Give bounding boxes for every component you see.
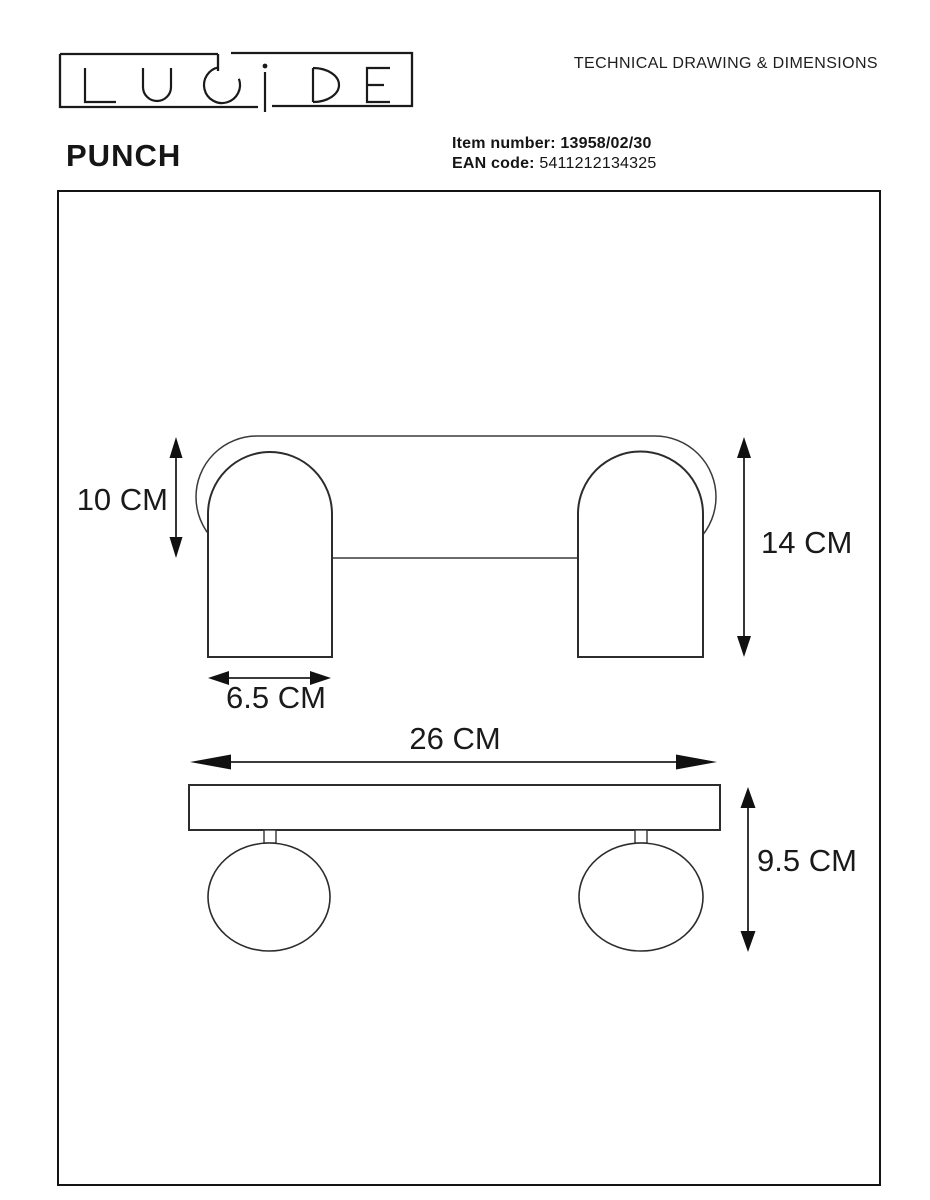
dim-arrow-fixture-depth [741,787,756,952]
dim-label-spot-height: 10 CM [76,482,168,517]
side-view-left-stem [264,830,276,843]
ean-code-label: EAN code: [452,155,535,172]
dim-label-fixture-depth: 9.5 CM [757,843,857,878]
dim-label-fixture-height: 14 CM [761,525,853,560]
document-title: TECHNICAL DRAWING & DIMENSIONS [573,55,878,72]
dim-label-base-width: 26 CM [409,721,501,756]
item-number-label: Item number: [452,135,556,152]
item-number-value: 13958/02/30 [560,135,652,152]
side-view-left-ball [208,843,330,951]
side-view-right-stem [635,830,647,843]
dim-arrow-spot-height [170,437,183,558]
side-view-right-ball [579,843,703,951]
dim-label-spot-width: 6.5 CM [226,680,326,715]
front-view [170,436,752,685]
ean-code-value: 5411212134325 [539,155,657,172]
side-view-base-bar [189,785,720,830]
side-view [189,755,756,953]
dim-arrow-base-width [190,755,717,770]
dim-arrow-fixture-height [737,437,751,657]
front-view-left-spot [208,452,332,657]
front-view-right-spot [578,452,703,658]
product-name: PUNCH [66,138,182,173]
